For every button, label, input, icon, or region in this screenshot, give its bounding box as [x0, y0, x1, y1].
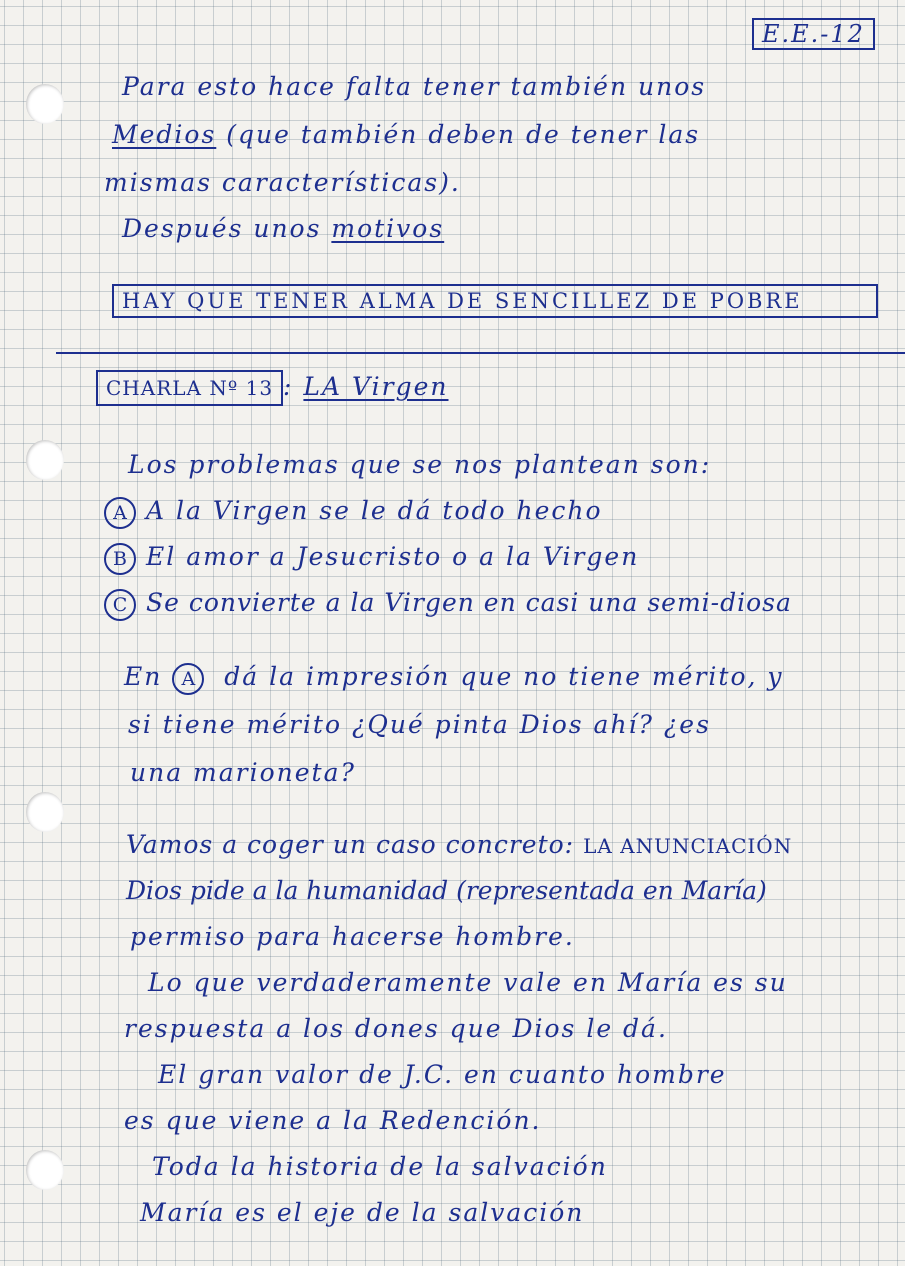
- punch-hole: [26, 84, 64, 124]
- medios-word: Medios: [112, 120, 217, 149]
- charla-colon: :: [283, 372, 304, 401]
- anunciacion-text: LA ANUNCIACIÓN: [583, 834, 793, 858]
- para3-line6: El gran valor de J.C. en cuanto hombre: [158, 1060, 727, 1089]
- para3-line2: Dios pide a la humanidad (representada en María): [126, 876, 767, 905]
- charla-title: LA Virgen: [303, 372, 449, 401]
- marker-a: A: [104, 497, 136, 529]
- para3-line8: Toda la historia de la salvación: [152, 1152, 608, 1181]
- marker-a-ref: A: [172, 663, 204, 695]
- para3-line9: María es el eje de la salvación: [140, 1198, 585, 1227]
- para1-line1: Para esto hace falta tener también unos: [122, 72, 707, 101]
- para3-line4: Lo que verdaderamente vale en María es su: [148, 968, 788, 997]
- punch-hole: [26, 1150, 64, 1190]
- punch-hole: [26, 792, 64, 832]
- charla-label: CHARLA Nº 13: [96, 370, 283, 406]
- intro-line: Los problemas que se nos plantean son:: [128, 450, 712, 479]
- para3-line1: [126, 830, 792, 859]
- para3-line3: permiso para hacerse hombre.: [130, 922, 575, 951]
- para2-line1-rest: dá la impresión que no tiene mérito, y: [214, 662, 784, 691]
- para3-line5: respuesta a los dones que Dios le dá.: [124, 1014, 668, 1043]
- motivos-word: motivos: [331, 214, 445, 243]
- para1-line4: [122, 214, 444, 243]
- marker-b: B: [104, 543, 136, 575]
- para2-line3: una marioneta?: [130, 758, 356, 787]
- para2-line2: si tiene mérito ¿Qué pinta Dios ahí? ¿es: [128, 710, 711, 739]
- para2-line1: [124, 662, 784, 695]
- para2-en: En: [124, 662, 173, 691]
- despues-text: Después unos: [122, 214, 332, 243]
- problem-text-b: El amor a Jesucristo o a la Virgen: [146, 542, 640, 571]
- problem-text-c: Se convierte a la Virgen en casi una semi-diosa: [146, 588, 792, 617]
- charla-heading: [96, 372, 449, 401]
- para1-line2: [112, 120, 700, 149]
- para3-line7: es que viene a la Redención.: [124, 1106, 542, 1135]
- problem-item-b: [104, 542, 639, 575]
- marker-c: C: [104, 589, 136, 621]
- banner-box: HAY QUE TENER ALMA DE SENCILLEZ DE POBRE: [112, 284, 878, 318]
- divider-line: [56, 352, 905, 354]
- punch-hole: [26, 440, 64, 480]
- page-code: E.E.-12: [752, 18, 875, 50]
- para1-line2-rest: (que también deben de tener las: [216, 120, 701, 149]
- problem-item-a: [104, 496, 603, 529]
- problem-item-c: [104, 588, 792, 621]
- para1-line3: mismas características).: [104, 168, 461, 197]
- problem-text-a: A la Virgen se le dá todo hecho: [146, 496, 603, 525]
- para3-line1-text: Vamos a coger un caso concreto:: [126, 830, 584, 859]
